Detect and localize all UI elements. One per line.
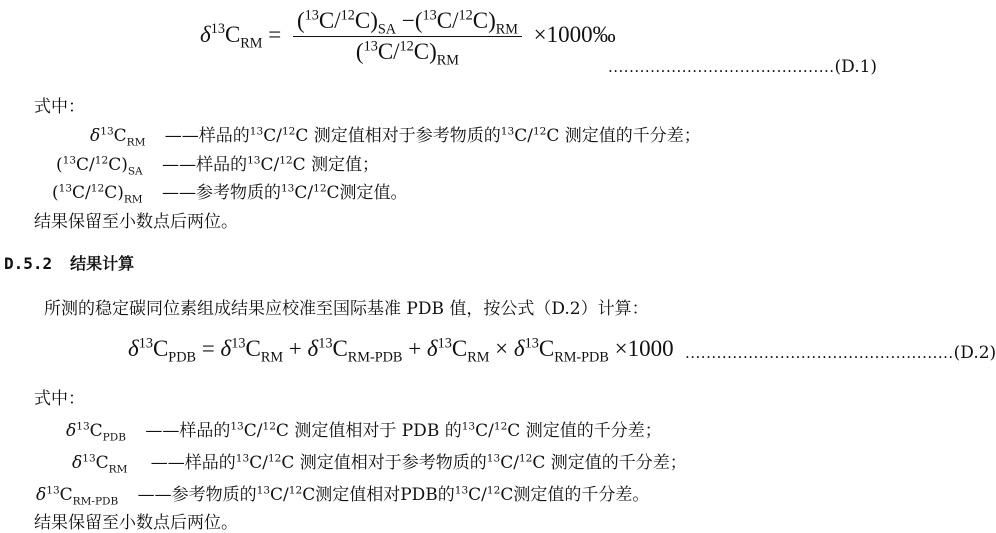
definition-row: $\delta^{13}C_{RM-PDB}$ ——参考物质的$^{13}$C/$^{12}$C测定值相对PDB的$^{13}$C/$^{12}$C测定值的千分差。 bbox=[36, 484, 650, 508]
element-symbol: C bbox=[224, 21, 241, 47]
fraction-numerator: $(^{13}C/^{12}C)_{SA} -(^{13}C/^{12}C)_{RM}$ bbox=[293, 8, 522, 37]
where-label: 式中： bbox=[34, 389, 85, 409]
equation-d2: $\delta^{13}C_{PDB} = \delta^{13}C_{RM} + \delta^{13}C_{RM-PDB} + \delta^{13}C_{RM} \times \delta^{13}C_{RM-PDB} \times 1000$ bbox=[128, 335, 674, 366]
section-heading bbox=[4, 251, 134, 274]
definition-row: $\delta^{13}C_{RM}$ ——样品的$^{13}$C/$^{12}$C 测定值相对于参考物质的$^{13}$C/$^{12}$C 测定值的千分差； bbox=[72, 452, 687, 476]
mass-number: 13 bbox=[210, 21, 225, 38]
leader-dots: ........................................... bbox=[608, 58, 835, 76]
section-title: 结果计算 bbox=[70, 254, 135, 273]
where-label: 式中： bbox=[34, 97, 85, 117]
result-note: 结果保留至小数点后两位。 bbox=[34, 513, 238, 533]
section-number: D.5.2 bbox=[4, 254, 53, 273]
intro-paragraph: 所测的稳定碳同位素组成结果应校准至国际基准 PDB 值，按公式（D.2）计算： bbox=[44, 299, 649, 319]
lhs-subscript: RM bbox=[240, 35, 263, 52]
fraction bbox=[293, 7, 522, 69]
result-note: 结果保留至小数点后两位。 bbox=[34, 212, 238, 232]
equals-sign: = bbox=[268, 21, 282, 47]
fraction-denominator: $(^{13}C/^{12}C)_{RM}$ bbox=[355, 38, 459, 69]
equation-d1 bbox=[200, 7, 616, 69]
definition-row: $(^{13}C/^{12}C)_{SA}$ ——样品的$^{13}$C/$^{12}$C 测定值； bbox=[56, 154, 380, 178]
equation-d1-number bbox=[608, 57, 877, 77]
definition-row: $\delta^{13}C_{RM}$ ——样品的$^{13}$C/$^{12}$C 测定值相对于参考物质的$^{13}$C/$^{12}$C 测定值的千分差； bbox=[90, 125, 701, 149]
definition-row: $(^{13}C/^{12}C)_{RM}$ ——参考物质的$^{13}$C/$^{12}$C测定值。 bbox=[52, 182, 408, 206]
definition-row: $\delta^{13}C_{PDB}$ ——样品的$^{13}$C/$^{12}$C 测定值相对于 PDB 的$^{13}$C/$^{12}$C 测定值的千分差； bbox=[66, 420, 662, 444]
equation-number: (D.1) bbox=[834, 57, 878, 77]
multiply-term: ×1000‰ bbox=[533, 21, 616, 47]
delta-symbol: δ bbox=[200, 21, 211, 47]
equation-d2-number: ...................................................(D.2) bbox=[685, 343, 996, 363]
